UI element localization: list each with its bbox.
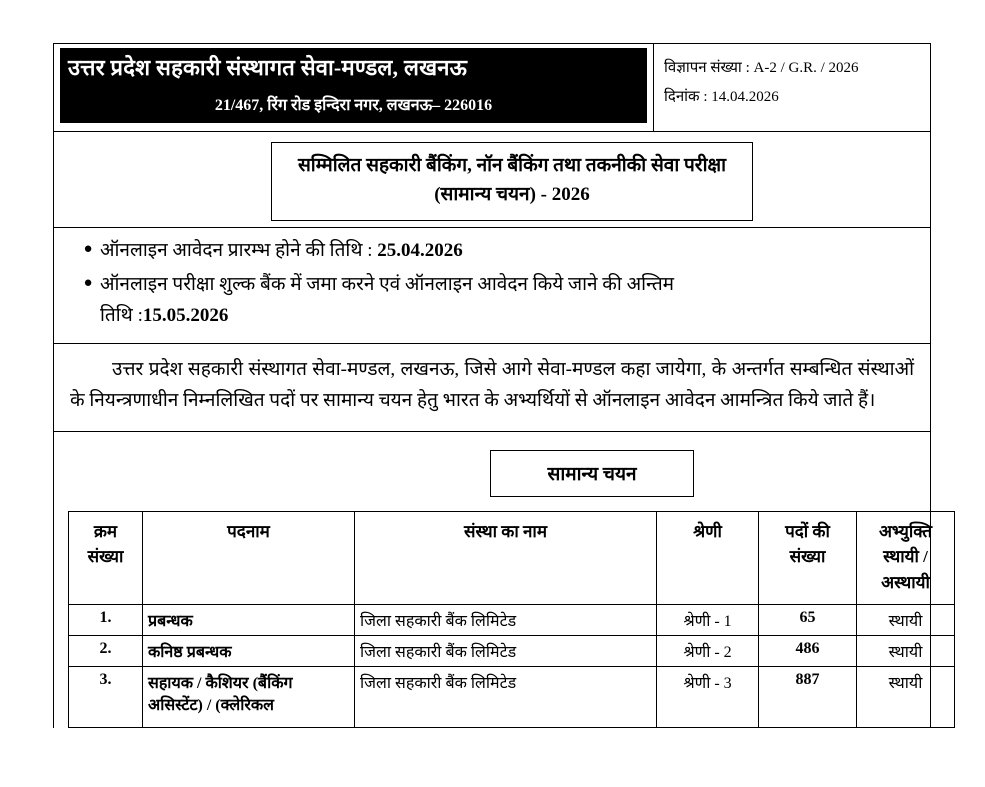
table-header-row: [69, 511, 955, 605]
last-date-line: [100, 270, 916, 331]
cell-category: श्रेणी - 3: [657, 667, 759, 728]
cell-serial: 3.: [69, 667, 143, 728]
posts-table-wrap: [54, 511, 933, 729]
important-dates-list: [54, 228, 930, 343]
exam-title-section: [54, 132, 930, 343]
cell-tenure: स्थायी: [857, 667, 955, 728]
column-header-count-line1: पदों की: [785, 521, 830, 541]
column-header-tenure-line3: अस्थायी: [881, 572, 930, 592]
general-selection-band: [54, 432, 930, 511]
list-item: [76, 236, 916, 266]
column-header-tenure-line1: अभ्युक्ति: [878, 521, 933, 541]
column-header-tenure-line2: स्थायी /: [883, 547, 928, 567]
general-selection-heading: सामान्य चयन: [490, 450, 693, 497]
column-header-serial-line2: संख्या: [87, 547, 124, 567]
cell-serial: 1.: [69, 605, 143, 636]
cell-post: कनिष्ठ प्रबन्धक: [143, 636, 355, 667]
organization-address: 21/467, रिंग रोड इन्दिरा नगर, लखनऊ– 226016: [60, 87, 647, 123]
cell-tenure: स्थायी: [857, 636, 955, 667]
exam-title-band: [54, 132, 930, 228]
cell-serial: 2.: [69, 636, 143, 667]
table-row: [69, 605, 955, 636]
cell-count: 65: [759, 605, 857, 636]
list-item: [76, 270, 916, 331]
table-row: [69, 667, 955, 728]
last-date-value: 15.05.2026: [142, 304, 229, 326]
cell-post: सहायक / कैशियर (बैंकिंग असिस्टेंट) / (क्लेरिकल: [143, 667, 355, 728]
column-header-serial-line1: क्रम: [93, 521, 118, 541]
cell-count: 486: [759, 636, 857, 667]
cell-tenure: स्थायी: [857, 605, 955, 636]
cell-organization: जिला सहकारी बैंक लिमिटेड: [355, 605, 657, 636]
bullet-dot-icon: ●: [83, 275, 93, 292]
exam-title-box: [271, 142, 753, 221]
cell-organization: जिला सहकारी बैंक लिमिटेड: [355, 667, 657, 728]
cell-count: 887: [759, 667, 857, 728]
posts-table: [68, 511, 955, 729]
cell-post: प्रबन्धक: [143, 605, 355, 636]
last-date-label-continued: तिथि :: [100, 304, 143, 326]
intro-paragraph-band: [54, 343, 930, 432]
column-header-organization: संस्था का नाम: [355, 511, 657, 605]
start-date-label: ऑनलाइन आवेदन प्रारम्भ होने की तिथि :: [100, 239, 373, 261]
exam-title-line-2: (सामान्य चयन) - 2026: [434, 184, 590, 206]
advertisement-number: विज्ञापन संख्या : A-2 / G.R. / 2026: [664, 60, 859, 76]
organization-title: उत्तर प्रदेश सहकारी संस्थागत सेवा-मण्डल, लखनऊ: [60, 48, 647, 87]
cell-category: श्रेणी - 1: [657, 605, 759, 636]
column-header-count-line2: संख्या: [789, 547, 826, 567]
intro-paragraph: उत्तर प्रदेश सहकारी संस्थागत सेवा-मण्डल, लखनऊ, जिसे आगे सेवा-मण्डल कहा जायेगा, के अन्तर्गत सम्बन्धित संस्थाओं के नियन्त्रणाधीन निम्नलिखित पदों पर सामान्य चयन हेतु भारत के अभ्यर्थियों से ऑनलाइन आवेदन आमन्त्रित किये जाते हैं।: [70, 359, 914, 412]
exam-title-line-1: सम्मिलित सहकारी बैंकिंग, नॉन बैंकिंग तथा तकनीकी सेवा परीक्षा: [297, 155, 727, 176]
column-header-serial: [69, 511, 143, 605]
last-date-label: ऑनलाइन परीक्षा शुल्क बैंक में जमा करने एवं ऑनलाइन आवेदन किये जाने की अन्तिम: [100, 274, 675, 296]
cell-category: श्रेणी - 2: [657, 636, 759, 667]
advertisement-meta: [654, 44, 930, 131]
column-header-category: श्रेणी: [657, 511, 759, 605]
document-frame: [53, 43, 931, 728]
last-date-label-row: [100, 270, 916, 300]
table-row: [69, 636, 955, 667]
start-date-line: [100, 236, 916, 266]
cell-organization: जिला सहकारी बैंक लिमिटेड: [355, 636, 657, 667]
advertisement-date: दिनांक : 14.04.2026: [664, 88, 779, 105]
start-date-value: 25.04.2026: [377, 239, 463, 261]
organization-block: [54, 44, 654, 131]
column-header-post: पदनाम: [143, 511, 355, 605]
bullet-dot-icon: ●: [83, 240, 93, 257]
column-header-count: [759, 511, 857, 605]
document-header: [54, 44, 930, 132]
column-header-tenure: [857, 511, 955, 605]
